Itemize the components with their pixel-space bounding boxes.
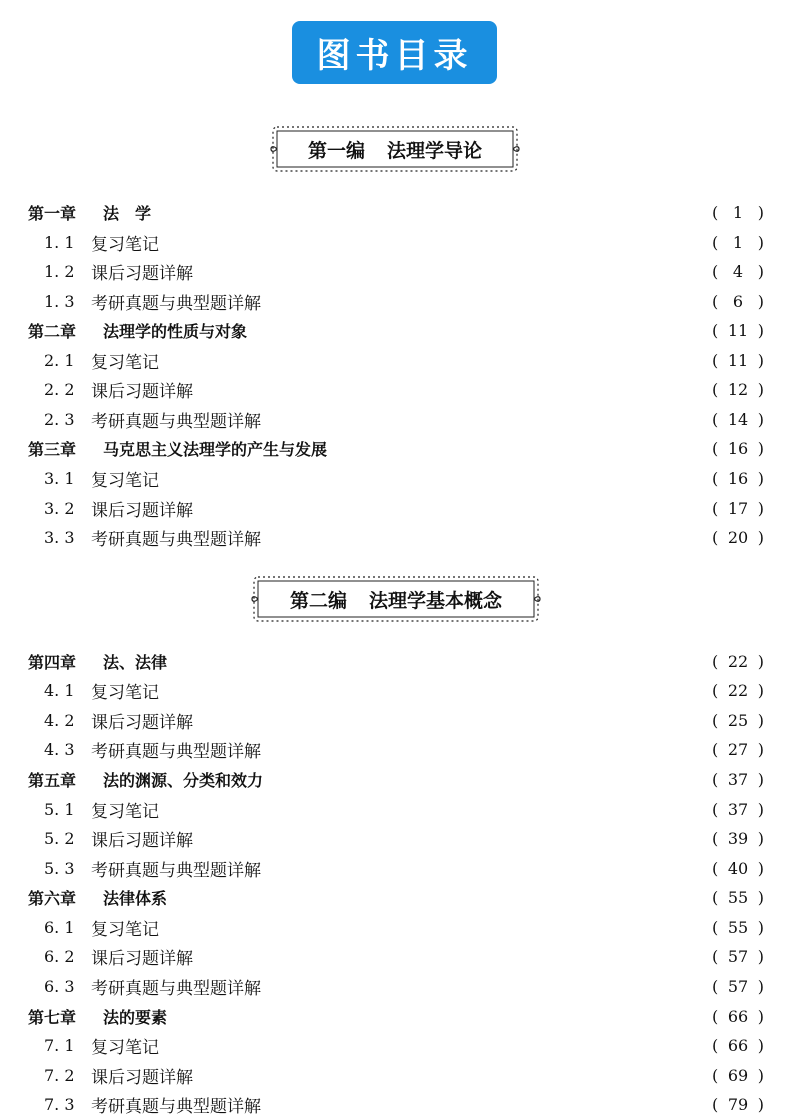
page-number-value: 20	[727, 527, 749, 547]
page-title: 图书目录	[292, 21, 497, 84]
toc-section-entry[interactable]	[28, 827, 764, 849]
part-number: 第二编	[289, 589, 347, 612]
dot-leader	[199, 260, 708, 282]
page-number-value: 79	[727, 1094, 749, 1114]
dot-leader	[165, 916, 708, 938]
entry-title: 法的渊源、分类和效力	[103, 770, 264, 790]
page-number	[712, 681, 764, 700]
paren-open: (	[712, 887, 719, 907]
dot-leader	[267, 408, 708, 430]
dot-leader	[183, 1005, 708, 1027]
page-number	[712, 351, 764, 370]
toc-section-entry[interactable]	[28, 378, 764, 400]
page-number	[712, 1095, 764, 1114]
dot-leader	[343, 437, 708, 459]
toc-section-entry[interactable]	[28, 679, 764, 701]
entry-title: 考研真题与典型题详解	[91, 411, 261, 432]
paren-open: (	[712, 498, 719, 518]
toc-chapter-entry[interactable]	[28, 768, 764, 790]
page-number-value: 16	[727, 468, 749, 488]
paren-close: )	[757, 320, 764, 340]
page-number	[712, 292, 764, 311]
page-number-value: 11	[727, 350, 749, 370]
entry-number: 3. 1	[44, 468, 75, 488]
paren-open: (	[712, 202, 719, 222]
page-number-value: 17	[727, 498, 749, 518]
dot-leader	[267, 526, 708, 548]
page-number	[712, 203, 764, 222]
paren-close: )	[757, 1006, 764, 1026]
dot-leader	[267, 975, 708, 997]
paren-close: )	[757, 202, 764, 222]
paren-close: )	[757, 468, 764, 488]
page-number	[712, 859, 764, 878]
paren-close: )	[757, 858, 764, 878]
entry-number: 7. 2	[44, 1065, 75, 1085]
entry-title: 课后习题详解	[91, 500, 193, 521]
page-number-value: 55	[727, 917, 749, 937]
entry-number: 第七章	[28, 1007, 77, 1027]
paren-open: (	[712, 1094, 719, 1114]
part-title: 法理学导论	[387, 139, 483, 162]
toc-section-entry[interactable]	[28, 916, 764, 938]
entry-number: 6. 2	[44, 946, 75, 966]
paren-close: )	[757, 498, 764, 518]
paren-open: (	[712, 739, 719, 759]
dot-leader	[267, 1093, 708, 1115]
entry-title: 复习笔记	[91, 919, 159, 940]
paren-close: )	[757, 1094, 764, 1114]
page-number	[712, 499, 764, 518]
page-number-value: 39	[727, 828, 749, 848]
entry-title: 考研真题与典型题详解	[91, 529, 261, 550]
paren-close: )	[757, 291, 764, 311]
toc-section-entry[interactable]	[28, 1093, 764, 1115]
page-number	[712, 652, 764, 671]
toc-chapter-entry[interactable]	[28, 319, 764, 341]
dot-leader	[167, 201, 708, 223]
page-number	[712, 1007, 764, 1026]
paren-close: )	[757, 1035, 764, 1055]
dot-leader	[199, 1064, 708, 1086]
paren-open: (	[712, 291, 719, 311]
entry-number: 7. 3	[44, 1094, 75, 1114]
entry-title: 课后习题详解	[91, 381, 193, 402]
entry-number: 第四章	[28, 652, 77, 672]
dot-leader	[165, 1034, 708, 1056]
entry-number: 3. 2	[44, 498, 75, 518]
entry-title: 课后习题详解	[91, 1067, 193, 1088]
page-number	[712, 469, 764, 488]
dot-leader	[165, 679, 708, 701]
toc-section-entry[interactable]	[28, 290, 764, 312]
entry-number: 6. 3	[44, 976, 75, 996]
entry-title: 考研真题与典型题详解	[91, 1096, 261, 1117]
entry-title: 考研真题与典型题详解	[91, 860, 261, 881]
paren-open: (	[712, 232, 719, 252]
page-number-value: 22	[727, 680, 749, 700]
entry-number: 7. 1	[44, 1035, 75, 1055]
entry-title: 课后习题详解	[91, 263, 193, 284]
paren-open: (	[712, 858, 719, 878]
toc-section-entry[interactable]	[28, 526, 764, 548]
entry-number: 1. 2	[44, 261, 75, 281]
dot-leader	[199, 945, 708, 967]
entry-number: 第二章	[28, 321, 77, 341]
part-number: 第一编	[307, 139, 365, 162]
entry-title: 法理学的性质与对象	[103, 321, 248, 341]
page-number-value: 1	[732, 202, 744, 222]
page-number	[712, 770, 764, 789]
toc-section-entry[interactable]	[28, 945, 764, 967]
entry-number: 6. 1	[44, 917, 75, 937]
paren-open: (	[712, 976, 719, 996]
dot-leader	[279, 768, 708, 790]
toc-section-entry[interactable]	[28, 497, 764, 519]
paren-open: (	[712, 828, 719, 848]
part-heading-1	[265, 121, 525, 177]
page-number	[712, 740, 764, 759]
paren-open: (	[712, 651, 719, 671]
page-number-value: 40	[727, 858, 749, 878]
toc-section-entry[interactable]	[28, 467, 764, 489]
page-number-value: 57	[727, 976, 749, 996]
page-number-value: 69	[727, 1065, 749, 1085]
paren-open: (	[712, 261, 719, 281]
paren-open: (	[712, 710, 719, 730]
dot-leader	[199, 709, 708, 731]
toc-section-entry[interactable]	[28, 975, 764, 997]
page-number	[712, 262, 764, 281]
entry-title: 复习笔记	[91, 1037, 159, 1058]
toc-chapter-entry[interactable]	[28, 437, 764, 459]
dot-leader	[165, 349, 708, 371]
toc-section-entry[interactable]	[28, 408, 764, 430]
entry-number: 第一章	[28, 203, 77, 223]
paren-close: )	[757, 828, 764, 848]
entry-title: 复习笔记	[91, 682, 159, 703]
page-number-value: 16	[727, 438, 749, 458]
dot-leader	[267, 290, 708, 312]
paren-open: (	[712, 409, 719, 429]
entry-number: 第五章	[28, 770, 77, 790]
page-number-value: 66	[727, 1006, 749, 1026]
paren-open: (	[712, 320, 719, 340]
toc-chapter-entry[interactable]	[28, 1005, 764, 1027]
page-number	[712, 829, 764, 848]
entry-title: 法、法律	[103, 652, 168, 672]
paren-close: )	[757, 680, 764, 700]
paren-close: )	[757, 946, 764, 966]
entry-title: 法 学	[103, 203, 152, 223]
dot-leader	[183, 650, 708, 672]
entry-number: 4. 3	[44, 739, 75, 759]
page-number	[712, 528, 764, 547]
toc-section-entry[interactable]	[28, 738, 764, 760]
page-number-value: 27	[727, 739, 749, 759]
paren-open: (	[712, 1006, 719, 1026]
toc-section-entry[interactable]	[28, 231, 764, 253]
paren-open: (	[712, 769, 719, 789]
page-number-value: 37	[727, 799, 749, 819]
toc-chapter-entry[interactable]	[28, 650, 764, 672]
toc-section-entry[interactable]	[28, 349, 764, 371]
paren-close: )	[757, 976, 764, 996]
entry-number: 5. 2	[44, 828, 75, 848]
page-number	[712, 800, 764, 819]
page-number-value: 57	[727, 946, 749, 966]
paren-close: )	[757, 527, 764, 547]
paren-close: )	[757, 232, 764, 252]
entry-number: 1. 3	[44, 291, 75, 311]
paren-close: )	[757, 799, 764, 819]
paren-open: (	[712, 917, 719, 937]
entry-number: 5. 1	[44, 799, 75, 819]
toc-section-entry[interactable]	[28, 1064, 764, 1086]
dot-leader	[165, 798, 708, 820]
entry-number: 1. 1	[44, 232, 75, 252]
paren-open: (	[712, 1065, 719, 1085]
paren-close: )	[757, 710, 764, 730]
entry-title: 考研真题与典型题详解	[91, 978, 261, 999]
page-number-value: 6	[732, 291, 744, 311]
dot-leader	[165, 467, 708, 489]
page-number-value: 1	[732, 232, 744, 252]
paren-open: (	[712, 1035, 719, 1055]
dot-leader	[267, 738, 708, 760]
paren-open: (	[712, 527, 719, 547]
page-number-value: 25	[727, 710, 749, 730]
toc-section-entry[interactable]	[28, 260, 764, 282]
dot-leader	[183, 886, 708, 908]
paren-close: )	[757, 769, 764, 789]
page-number-value: 14	[727, 409, 749, 429]
paren-close: )	[757, 261, 764, 281]
page-number	[712, 977, 764, 996]
toc-section-entry[interactable]	[28, 1034, 764, 1056]
paren-close: )	[757, 917, 764, 937]
page-number	[712, 1066, 764, 1085]
page-number	[712, 380, 764, 399]
paren-close: )	[757, 887, 764, 907]
page-number	[712, 947, 764, 966]
entry-number: 4. 1	[44, 680, 75, 700]
page-number	[712, 918, 764, 937]
toc-chapter-entry[interactable]	[28, 886, 764, 908]
paren-open: (	[712, 799, 719, 819]
paren-close: )	[757, 1065, 764, 1085]
entry-title: 复习笔记	[91, 801, 159, 822]
entry-number: 第六章	[28, 888, 77, 908]
entry-title: 复习笔记	[91, 470, 159, 491]
page-number	[712, 439, 764, 458]
paren-close: )	[757, 739, 764, 759]
page-number	[712, 888, 764, 907]
paren-open: (	[712, 946, 719, 966]
dot-leader	[199, 827, 708, 849]
paren-open: (	[712, 350, 719, 370]
paren-open: (	[712, 379, 719, 399]
page-number-value: 37	[727, 769, 749, 789]
dot-leader	[165, 231, 708, 253]
part-title: 法理学基本概念	[369, 589, 503, 612]
entry-title: 复习笔记	[91, 234, 159, 255]
paren-open: (	[712, 468, 719, 488]
entry-number: 4. 2	[44, 710, 75, 730]
entry-number: 2. 1	[44, 350, 75, 370]
paren-close: )	[757, 651, 764, 671]
toc-section-entry[interactable]	[28, 798, 764, 820]
entry-title: 课后习题详解	[91, 830, 193, 851]
entry-title: 课后习题详解	[91, 712, 193, 733]
page-number	[712, 233, 764, 252]
page-number-value: 66	[727, 1035, 749, 1055]
paren-open: (	[712, 438, 719, 458]
page-number	[712, 410, 764, 429]
page-number-value: 12	[727, 379, 749, 399]
paren-close: )	[757, 409, 764, 429]
paren-close: )	[757, 379, 764, 399]
dot-leader	[263, 319, 708, 341]
paren-close: )	[757, 438, 764, 458]
entry-title: 课后习题详解	[91, 948, 193, 969]
dot-leader	[199, 497, 708, 519]
toc-section-entry[interactable]	[28, 857, 764, 879]
entry-title: 考研真题与典型题详解	[91, 293, 261, 314]
entry-title: 马克思主义法理学的产生与发展	[103, 439, 328, 459]
toc-section-entry[interactable]	[28, 709, 764, 731]
entry-title: 法律体系	[103, 888, 168, 908]
page-number-value: 4	[732, 261, 744, 281]
page-number	[712, 1036, 764, 1055]
entry-title: 复习笔记	[91, 352, 159, 373]
entry-title: 法的要素	[103, 1007, 168, 1027]
page-number-value: 22	[727, 651, 749, 671]
entry-number: 5. 3	[44, 858, 75, 878]
page-number	[712, 711, 764, 730]
page-number-value: 55	[727, 887, 749, 907]
entry-number: 第三章	[28, 439, 77, 459]
entry-number: 2. 2	[44, 379, 75, 399]
paren-open: (	[712, 680, 719, 700]
dot-leader	[199, 378, 708, 400]
entry-title: 考研真题与典型题详解	[91, 741, 261, 762]
part-heading-2	[246, 571, 546, 627]
toc-chapter-entry[interactable]	[28, 201, 764, 223]
page-number	[712, 321, 764, 340]
paren-close: )	[757, 350, 764, 370]
dot-leader	[267, 857, 708, 879]
page-number-value: 11	[727, 320, 749, 340]
entry-number: 3. 3	[44, 527, 75, 547]
entry-number: 2. 3	[44, 409, 75, 429]
